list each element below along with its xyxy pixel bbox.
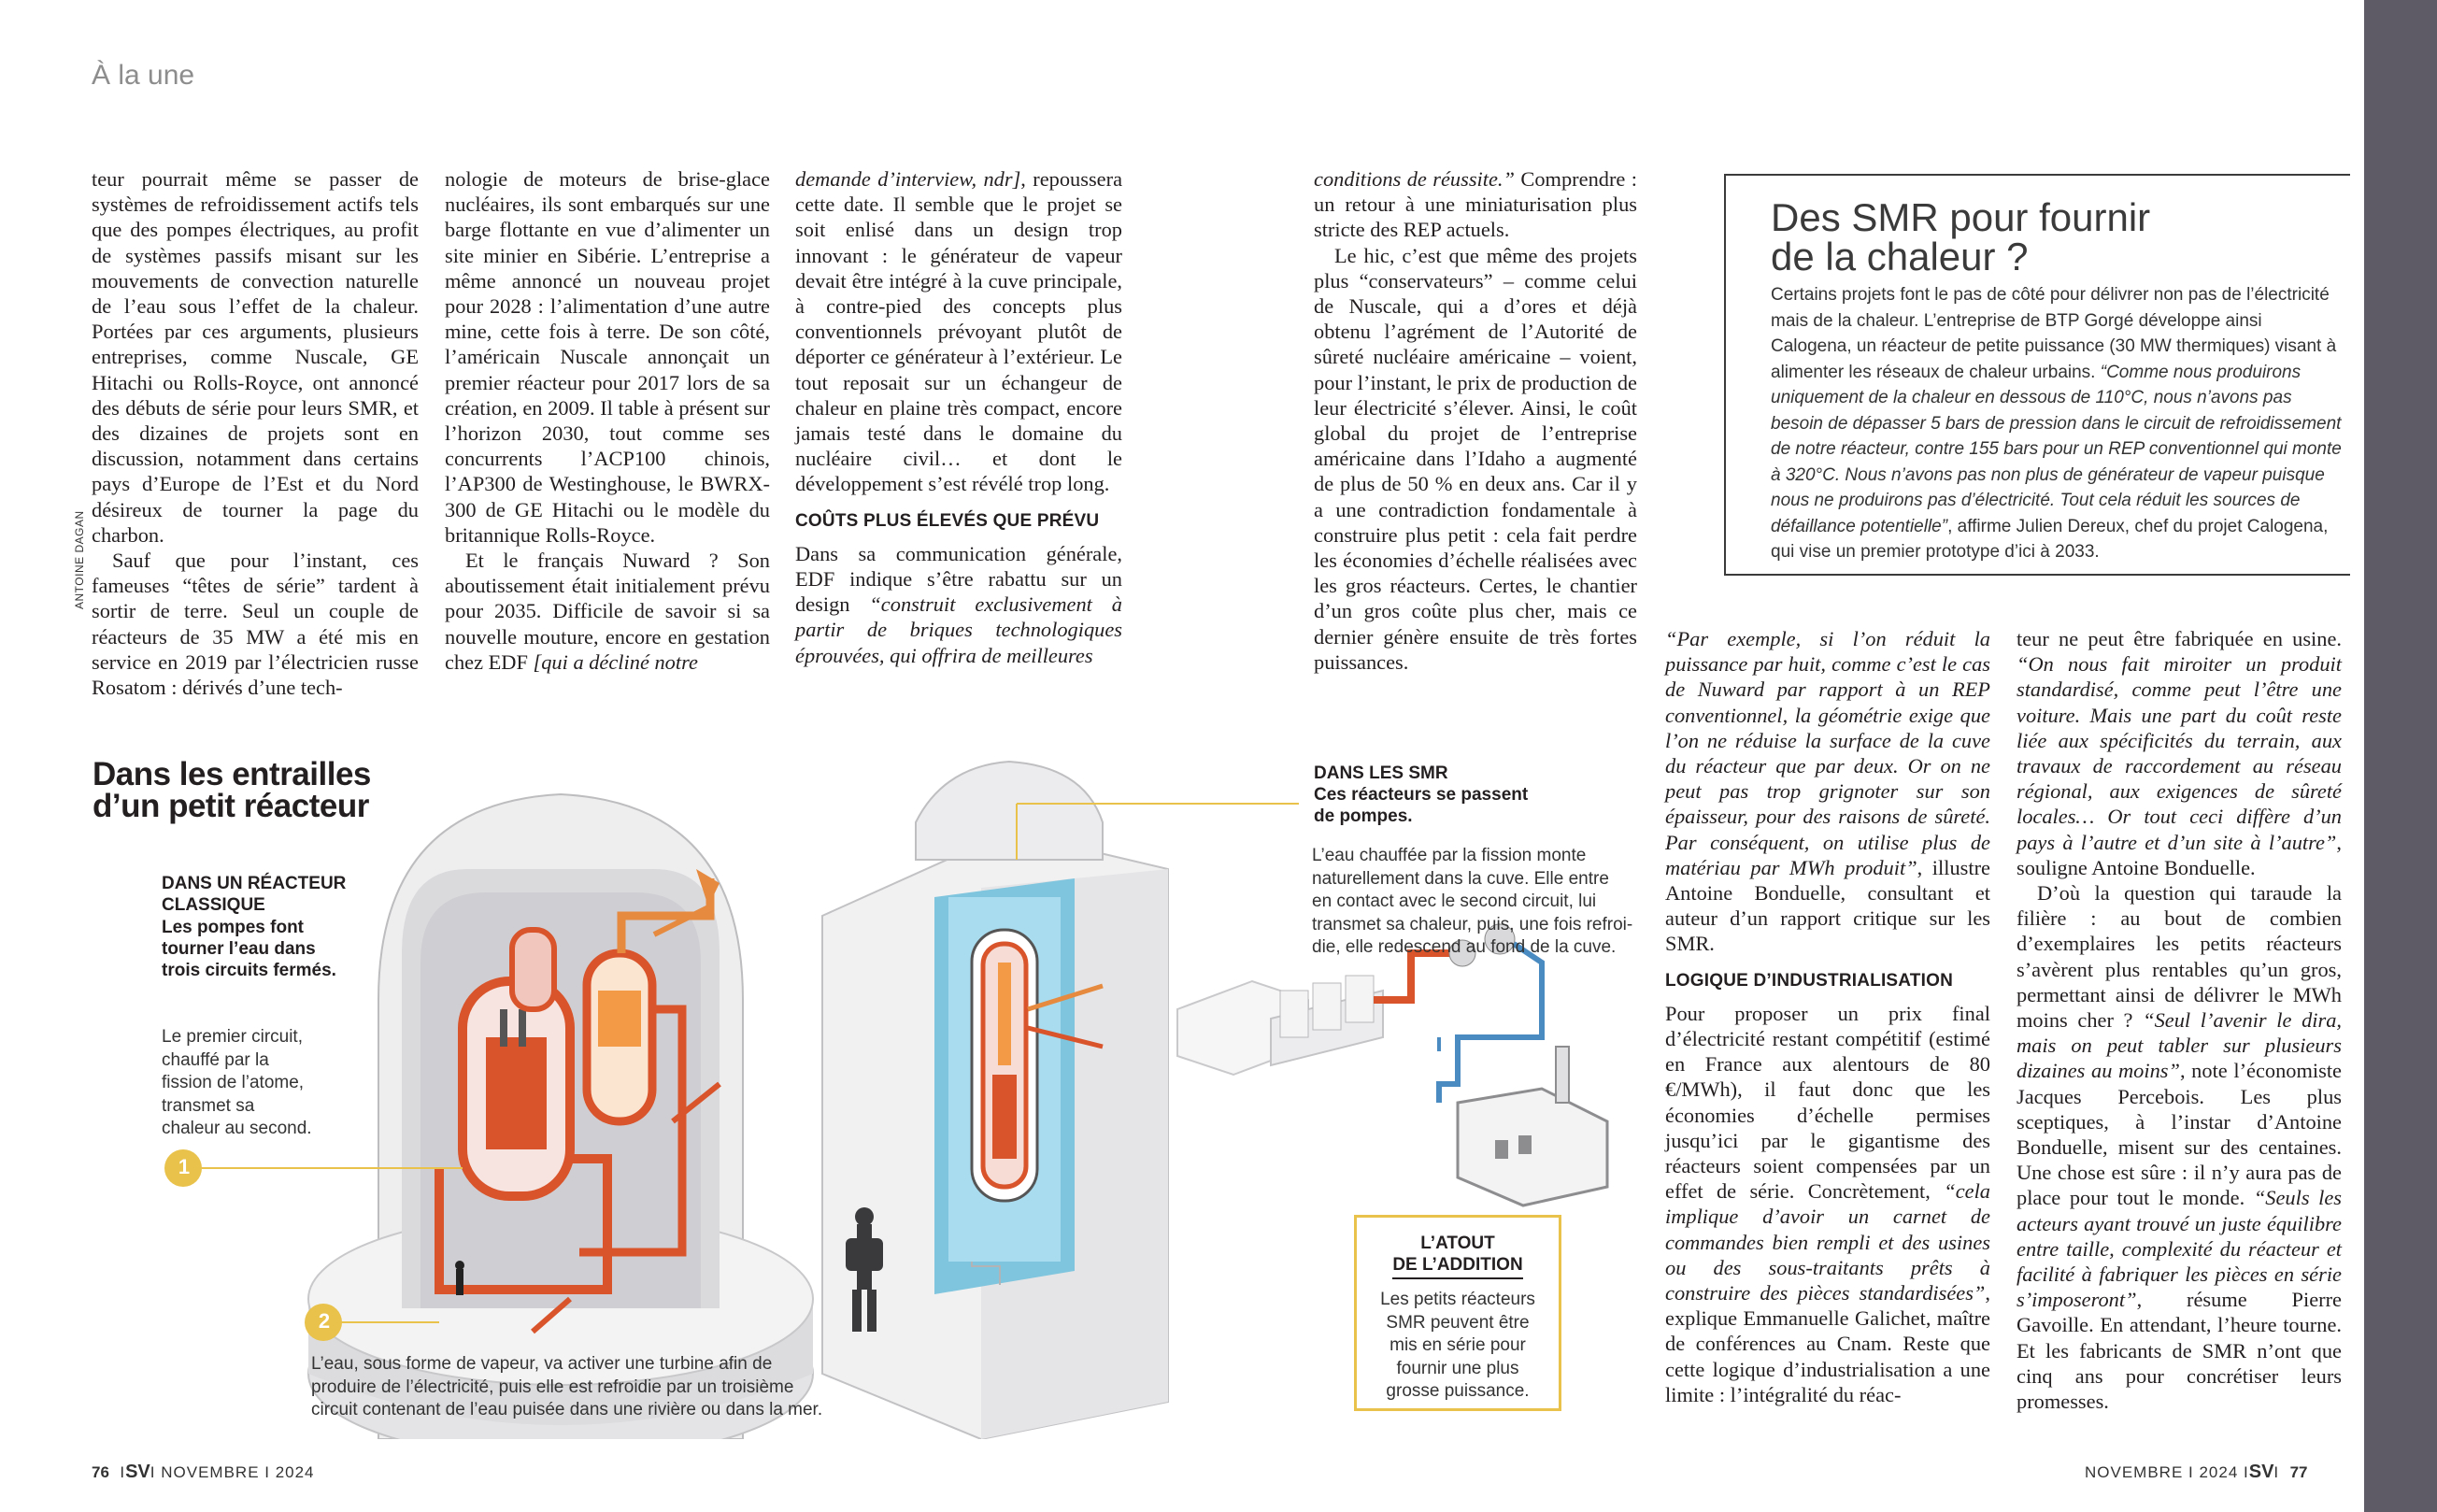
subheading: COÛTS PLUS ÉLEVÉS QUE PRÉVU xyxy=(795,510,1100,531)
step-1-caption: Le premier circuit, chauffé par la fission de l’atome, transmet sa chaleur au second. xyxy=(162,1027,312,1138)
atout-box: L’ATOUT DE L’ADDITION Les petits réacteurs SMR peuvent être mis en série pour fournir une plus grosse puissance. xyxy=(1354,1215,1561,1411)
footer-left: 76 ISVI NOVEMBRE I 2024 xyxy=(92,1462,315,1482)
sidebar-title: Des SMR pour fournir de la chaleur ? xyxy=(1771,195,2151,278)
subheading: LOGIQUE D’INDUSTRIALISATION xyxy=(1665,970,1953,991)
paragraph: “Par exemple, si l’on réduit la puissance par huit, comme c’est le cas de Nuward par rapport à un REP conventionnel, la géométrie exige que l’on ne réduise la surface de la cuve du réacteur que par deux. Or on ne peut pas trop grignoter sur son épaisseur, pour des raisons de sûreté. Par conséquent, on utilise plus de matériau par MWh produit”, illustre Antoine Bonduelle, consultant et auteur d’un rapport critique sur les SMR. xyxy=(1665,627,1990,956)
step-1-number: 1 xyxy=(178,1155,191,1178)
section-title: À la une xyxy=(92,60,195,91)
issue-date: NOVEMBRE I 2024 xyxy=(2085,1463,2239,1481)
smr-caption: L’eau chauffée par la fission monte naturellement dans la cuve. Elle entre en contact avec le second circuit, lui transmet sa chaleur, puis, une fois refroi- die, elle redescend au fond de la cuve. xyxy=(1312,846,1633,957)
brand-logo: SV xyxy=(2248,1462,2274,1482)
paragraph: teur pourrait même se passer de systèmes de refroidissement actifs tels que des pompes électriques, au profit de systèmes passifs misant sur les mouvements de convection naturelle de l’eau sous l’effet de la chaleur. Portées par ces arguments, plusieurs entreprises, comme Nuscale, GE Hitachi ou Rolls-Royce, ont annoncé des débuts de série pour leurs SMR, et des dizaines de projets sont en discussion, notamment dans certains pays d’Europe de l’Est et du Nord désireux de tourner la page du charbon. xyxy=(92,167,419,547)
page-number: 77 xyxy=(2289,1463,2308,1481)
brand-logo: SV xyxy=(125,1462,150,1482)
figure-title: Dans les entrailles d’un petit réacteur xyxy=(93,756,371,824)
smr-label: DANS LES SMR Ces réacteurs se passent de pompes. xyxy=(1314,763,1529,826)
article-column-1 xyxy=(92,166,419,700)
paragraph: teur ne peut être fabriquée en usine. “On nous fait miroiter un produit standardisé, comme peut l’être une voiture. Mais une part du coût reste liée aux spécificités du terrain, aux travaux de raccordement au réseau régional, aux exigences de sûreté locales… Or tout ceci diffère d’un pays à l’autre et d’un site à l’autre”, souligne Antoine Bonduelle. xyxy=(2017,627,2342,879)
paragraph: Et le français Nuward ? Son aboutissement était initialement prévu pour 2035. Difficile de savoir si sa nouvelle mouture, encore en gestation chez EDF [qui a décliné notre xyxy=(445,549,770,674)
paragraph: Le hic, c’est que même des projets plus “conservateurs” – comme celui de Nuscale, qui a d’ores et déjà obtenu l’agrément de l’Autorité de sûreté nucléaire américaine – voient, pour l’instant, le prix de production de leur électricité s’élever. Ainsi, le coût global du projet de l’entreprise américaine dans l’Idaho a augmenté de plus de 50 % en deux ans. Car il y a une contradiction fondamentale à construire plus petit : cela fait perdre les économies d’échelle réalisées avec les gros réacteurs. Certes, le chantier d’un gros coûte plus cher, mais ce dernier génère ensuite de très fortes puissances. xyxy=(1314,243,1637,674)
paragraph: D’où la question qui taraude la filière : au bout de combien d’exemplaires les petits réacteurs s’avèrent plus rentables qu’un gros, permettant ainsi de délivrer le MWh moins cher ? “Seul l’avenir le dira, mais on peut tabler sur plusieurs dizaines au moins”, note l’économiste Jacques Percebois. Les plus sceptiques, à l’instar d’Antoine Bonduelle, misent sur des centaines. Une chose est sûre : il n’y aura pas de place pour tout le monde. “Seuls les acteurs ayant trouvé un juste équilibre entre taille, complexité du réacteur et facilité à fabriquer les pièces en série s’imposeront”, résume Pierre Gavoille. En attendant, l’heure tourne. Et les fabricants de SMR n’ont que cinq ans pour concrétiser leurs promesses. xyxy=(2017,881,2343,1414)
page-edge-band xyxy=(2364,0,2437,1512)
classic-reactor-label: DANS UN RÉACTEUR CLASSIQUE Les pompes font tourner l’eau dans trois circuits fermés. xyxy=(162,874,347,980)
issue-date: NOVEMBRE I 2024 xyxy=(161,1463,315,1481)
article-column-3 xyxy=(795,166,1122,668)
paragraph: conditions de réussite.” Comprendre : un retour à une miniaturisation plus stricte des REP actuels. xyxy=(1314,167,1638,242)
step-2-caption: L’eau, sous forme de vapeur, va activer une turbine afin de produire de l’électricité, puis elle est refroidie par un troisième circuit contenant de l’eau puisée dans une rivière ou dans la mer. xyxy=(311,1354,823,1419)
turbine-and-factory xyxy=(1177,924,1607,1205)
paragraph: Dans sa communication générale, EDF indique s’être rabattu sur un design “construit exclusivement à partir de briques technologiques éprouvées, qui offrira de meilleures xyxy=(795,541,1122,667)
smr-building xyxy=(822,762,1168,1439)
article-column-5 xyxy=(1665,626,1990,1407)
article-column-2 xyxy=(445,166,770,675)
paragraph: demande d’interview, ndr], repoussera cette date. Il semble que le projet se soit enlisé dans un design trop innovant : le générateur de vapeur devait être intégré à la cuve principale, à contre-pied des concepts plus conventionnels prévoyant plutôt de déporter ce générateur à l’extérieur. Le tout reposait sur un échangeur de chaleur en plaine très compact, encore jamais testé dans le domaine du nucléaire civil… et dont le développement s’est révélé trop long. xyxy=(795,167,1123,496)
paragraph: Pour proposer un prix final d’électricité restant compétitif (estimé en France aux alentours de 80 €/MWh), il faut donc que les économies d’échelle permises jusqu’ici par le gigantisme des réacteurs soient compensées par un effet de série. Concrètement, “cela implique d’avoir un carnet de commandes bien rempli et des usines ou des sous-traitants prêts à construire des pièces standardisées”, explique Emmanuelle Galichet, maître de conférences au Cnam. Reste que cette logique d’industrialisation a une limite : l’intégralité du réac- xyxy=(1665,1001,1990,1406)
step-2-number: 2 xyxy=(318,1309,331,1333)
sidebar-text: Certains projets font le pas de côté pour délivrer non pas de l’électricité mais de la chaleur. L’entreprise de BTP Gorgé développe ainsi Calogena, un réacteur de petite puissance (30 MW thermiques) visant à alimenter les réseaux de chaleur urbains. “Comme nous produirons uniquement de la chaleur en dessous de 110°C, nous n’avons pas besoin de dépasser 5 bars de pression dans le circuit de refroidissement de notre réacteur, contre 155 bars pour un REP conventionnel qui monte à 320°C. Nous n’avons pas non plus de générateur de vapeur puisque nous ne produirons pas d’électricité. Tout cela réduit les sources de défaillance potentielle”, affirme Julien Dereux, chef du projet Calogena, qui vise un premier prototype d’ici à 2033. xyxy=(1771,285,2342,562)
page-number: 76 xyxy=(92,1463,109,1481)
article-column-6 xyxy=(2017,626,2342,1414)
footer-right: NOVEMBRE I 2024 ISVI 77 xyxy=(2085,1462,2308,1482)
paragraph: nologie de moteurs de brise-glace nucléaires, ils sont embarqués sur une barge flottante en vue d’alimenter un site minier en Sibérie. L’entreprise a même annoncé un nouveau projet pour 2028 : l’alimentation d’une autre mine, cette fois à terre. De son côté, l’américain Nuscale annonçait un premier réacteur pour 2017 lors de sa création, en 2009. Il table à présent sur l’horizon 2030, tout comme ses concurrents l’ACP100 chinois, l’AP300 de Westinghouse, le BWRX-300 de GE Hitachi ou le modèle du britannique Rolls-Royce. xyxy=(445,167,770,547)
article-column-4 xyxy=(1314,166,1637,675)
paragraph: Sauf que pour l’instant, ces fameuses “têtes de série” tardent à sortir de terre. Seul un couple de réacteurs de 35 MW a été mis en service en 2019 par l’électricien russe Rosatom : dérivés d’une tech- xyxy=(92,549,419,700)
photo-credit: ANTOINE DAGAN xyxy=(73,510,86,609)
